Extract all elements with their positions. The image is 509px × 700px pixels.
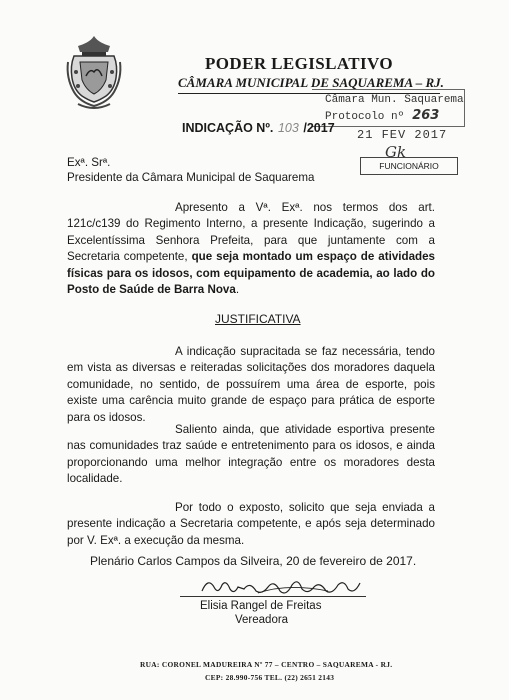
paragraph-4: Por todo o exposto, solicito que seja enviada a presente indicação a Secretaria competente, e após seja determinado por V. Exª. a execução da mesma. (67, 501, 435, 547)
footer-address: RUA: CORONEL MADUREIRA Nº 77 – CENTRO – SAQUAREMA - RJ. (140, 660, 393, 669)
salutation-line2: Presidente da Câmara Municipal de Saquarema (67, 171, 315, 184)
paragraph-3: Saliento ainda, que atividade esportiva presente nas comunidades traz saúde e entretenimento para os idosos, e ainda proporcionando uma melhor integração entre os moradores desta localidade. (67, 423, 435, 486)
paragraph-2: A indicação supracitada se faz necessária, tendo em vista as diversas e reiteradas solicitações dos moradores daquela comunidade, no sentido, de possuírem uma área de esporte, pois existe uma carência muito grande de espaço para prática de esporte para os idosos. (67, 345, 435, 424)
place-date: Plenário Carlos Campos da Silveira, 20 de fevereiro de 2017. (90, 554, 417, 568)
header-subtitle: CÂMARA MUNICIPAL DE SAQUAREMA – RJ. (178, 75, 444, 90)
paragraph-1-highlight: que seja montado um espaço de atividades físicas para os idosos, com equipamento de academia, ao lado do Posto de Saúde de Barra Nova (67, 250, 435, 297)
stamp-chamber: Câmara Mun. Saquarema (325, 94, 464, 106)
stamp-official-label: FUNCIONÁRIO (360, 157, 458, 175)
stamp-protocol-number: 263 (412, 108, 440, 123)
signer-name: Elisia Rangel de Freitas (200, 600, 322, 612)
indicacao-prefix: INDICAÇÃO Nº. (182, 121, 274, 135)
indicacao-number: 103 (277, 121, 299, 135)
coat-of-arms-emblem (64, 32, 124, 112)
stamp-initials: Gk (385, 143, 407, 161)
indicacao-year: /2017 (303, 121, 335, 135)
signer-role: Vereadora (235, 614, 289, 626)
paragraph-1-text: Apresento a Vª. Exª. nos termos dos art. 121c/c139 do Regimento Interno, a presente Indicação, sugerindo a Excelentíssima Senhora Prefeita, para que juntamente com a Secretaria competente, (67, 201, 435, 264)
footer-contact: CEP: 28.990-756 TEL. (22) 2651 2143 (205, 673, 335, 682)
salutation-line1: Exª. Srª. (67, 156, 111, 169)
justification-title: JUSTIFICATIVA (215, 312, 301, 326)
paragraph-1 (67, 200, 435, 298)
paragraph-1-end: . (235, 283, 240, 297)
stamp-protocol-label: Protocolo nº (325, 111, 405, 123)
signature-line (180, 596, 366, 597)
stamp-date: 21 FEV 2017 (357, 128, 448, 142)
header-title: PODER LEGISLATIVO (205, 54, 393, 73)
stamp-protocol (325, 108, 439, 123)
indicacao-line (182, 121, 335, 135)
